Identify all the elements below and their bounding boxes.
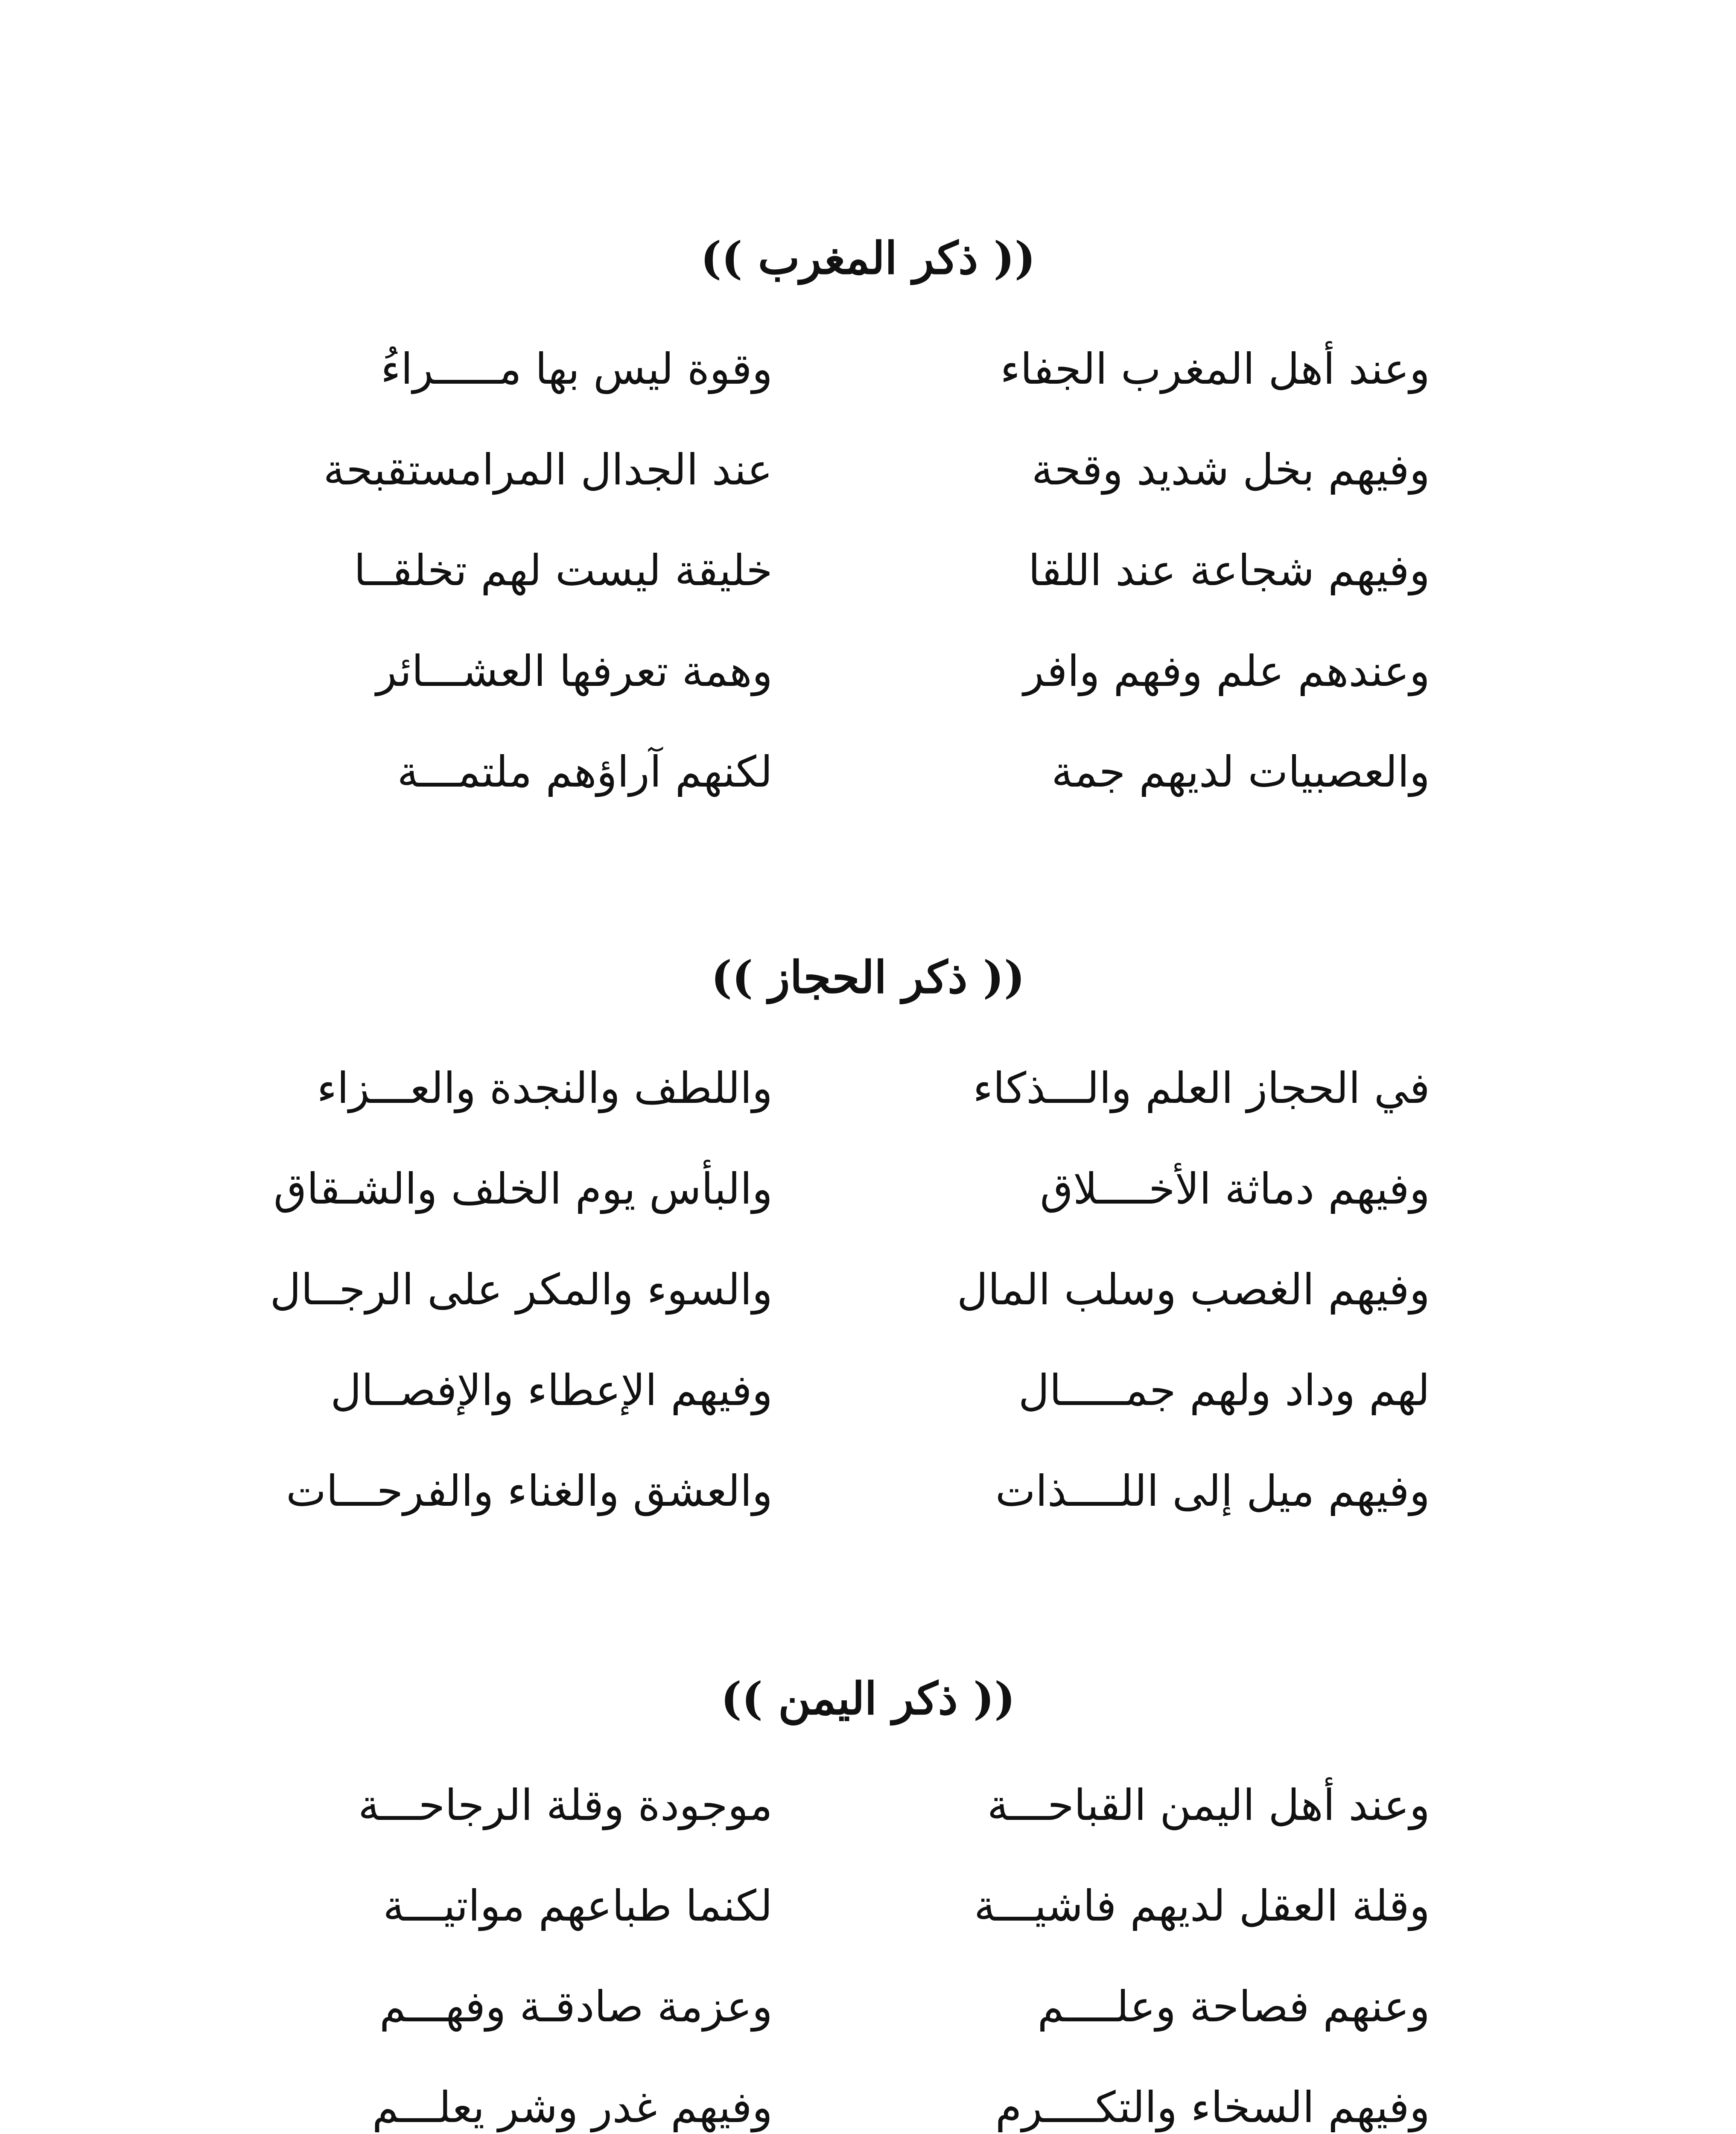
verse	[0, 327, 1736, 427]
section-title: (( ذكر المغرب ))	[700, 232, 1036, 284]
verse	[0, 1146, 1736, 1247]
first-hemistich: وفيهم دماثة الأخــــلاق	[1040, 1164, 1430, 1214]
second-hemistich: والعشق والغناء والفرحـــات	[286, 1466, 773, 1516]
section-title: (( ذكر الحجاز ))	[711, 951, 1025, 1003]
first-hemistich: وفيهم شجاعة عند اللقا	[1028, 545, 1430, 595]
first-hemistich: وعندهم علم وفهم وافر	[1023, 646, 1430, 696]
second-hemistich: عند الجدال المرامستقبحة	[323, 445, 773, 495]
verse	[0, 427, 1736, 528]
first-hemistich: والعصبيات لديهم جمة	[1051, 747, 1430, 797]
verse	[0, 1863, 1736, 1964]
second-hemistich: لكنما طباعهم مواتيـــة	[383, 1881, 773, 1931]
first-hemistich: في الحجاز العلم والـــذكاء	[973, 1063, 1430, 1113]
first-hemistich: وفيهم الغصب وسلب المال	[957, 1265, 1430, 1315]
second-hemistich: وفيهم الإعطاء والإفصــال	[330, 1365, 773, 1415]
first-hemistich: وقلة العقل لديهم فاشيـــة	[974, 1881, 1430, 1931]
second-hemistich: موجودة وقلة الرجاحـــة	[358, 1780, 773, 1830]
first-hemistich: وعند أهل اليمن القباحـــة	[987, 1780, 1430, 1830]
second-hemistich: وقوة ليس بها مـــــراءُ	[380, 344, 773, 394]
second-hemistich: وفيهم غدر وشر يعلـــم	[372, 2082, 773, 2132]
first-hemistich: لهم وداد ولهم جمـــــال	[1018, 1365, 1430, 1415]
verse	[0, 1964, 1736, 2065]
section-title: (( ذكر اليمن ))	[721, 1672, 1015, 1725]
second-hemistich: والسوء والمكر على الرجــال	[270, 1265, 773, 1315]
second-hemistich: لكنهم آراؤهم ملتمـــة	[397, 747, 773, 797]
first-hemistich: وفيهم السخاء والتكــــرم	[995, 2082, 1430, 2132]
verse	[0, 1763, 1736, 1863]
first-hemistich: وفيهم بخل شديد وقحة	[1031, 445, 1430, 495]
verse	[0, 1046, 1736, 1146]
verse	[0, 729, 1736, 830]
verse	[0, 1247, 1736, 1348]
verse	[0, 2065, 1736, 2134]
verse	[0, 629, 1736, 729]
verse	[0, 1449, 1736, 1549]
verse	[0, 528, 1736, 629]
second-hemistich: وعزمة صادقـة وفهـــم	[379, 1982, 773, 2032]
second-hemistich: وهمة تعرفها العشـــائر	[376, 646, 773, 696]
first-hemistich: وعند أهل المغرب الجفاء	[1000, 344, 1430, 394]
second-hemistich: واللطف والنجدة والعـــزاء	[317, 1063, 773, 1113]
second-hemistich: والبأس يوم الخلف والشـقاق	[273, 1164, 773, 1214]
first-hemistich: وعنهم فصاحة وعلــــم	[1037, 1982, 1430, 2032]
second-hemistich: خليقة ليست لهم تخلقــا	[354, 545, 773, 595]
verse	[0, 1348, 1736, 1449]
first-hemistich: وفيهم ميل إلى اللــــذات	[995, 1466, 1430, 1516]
